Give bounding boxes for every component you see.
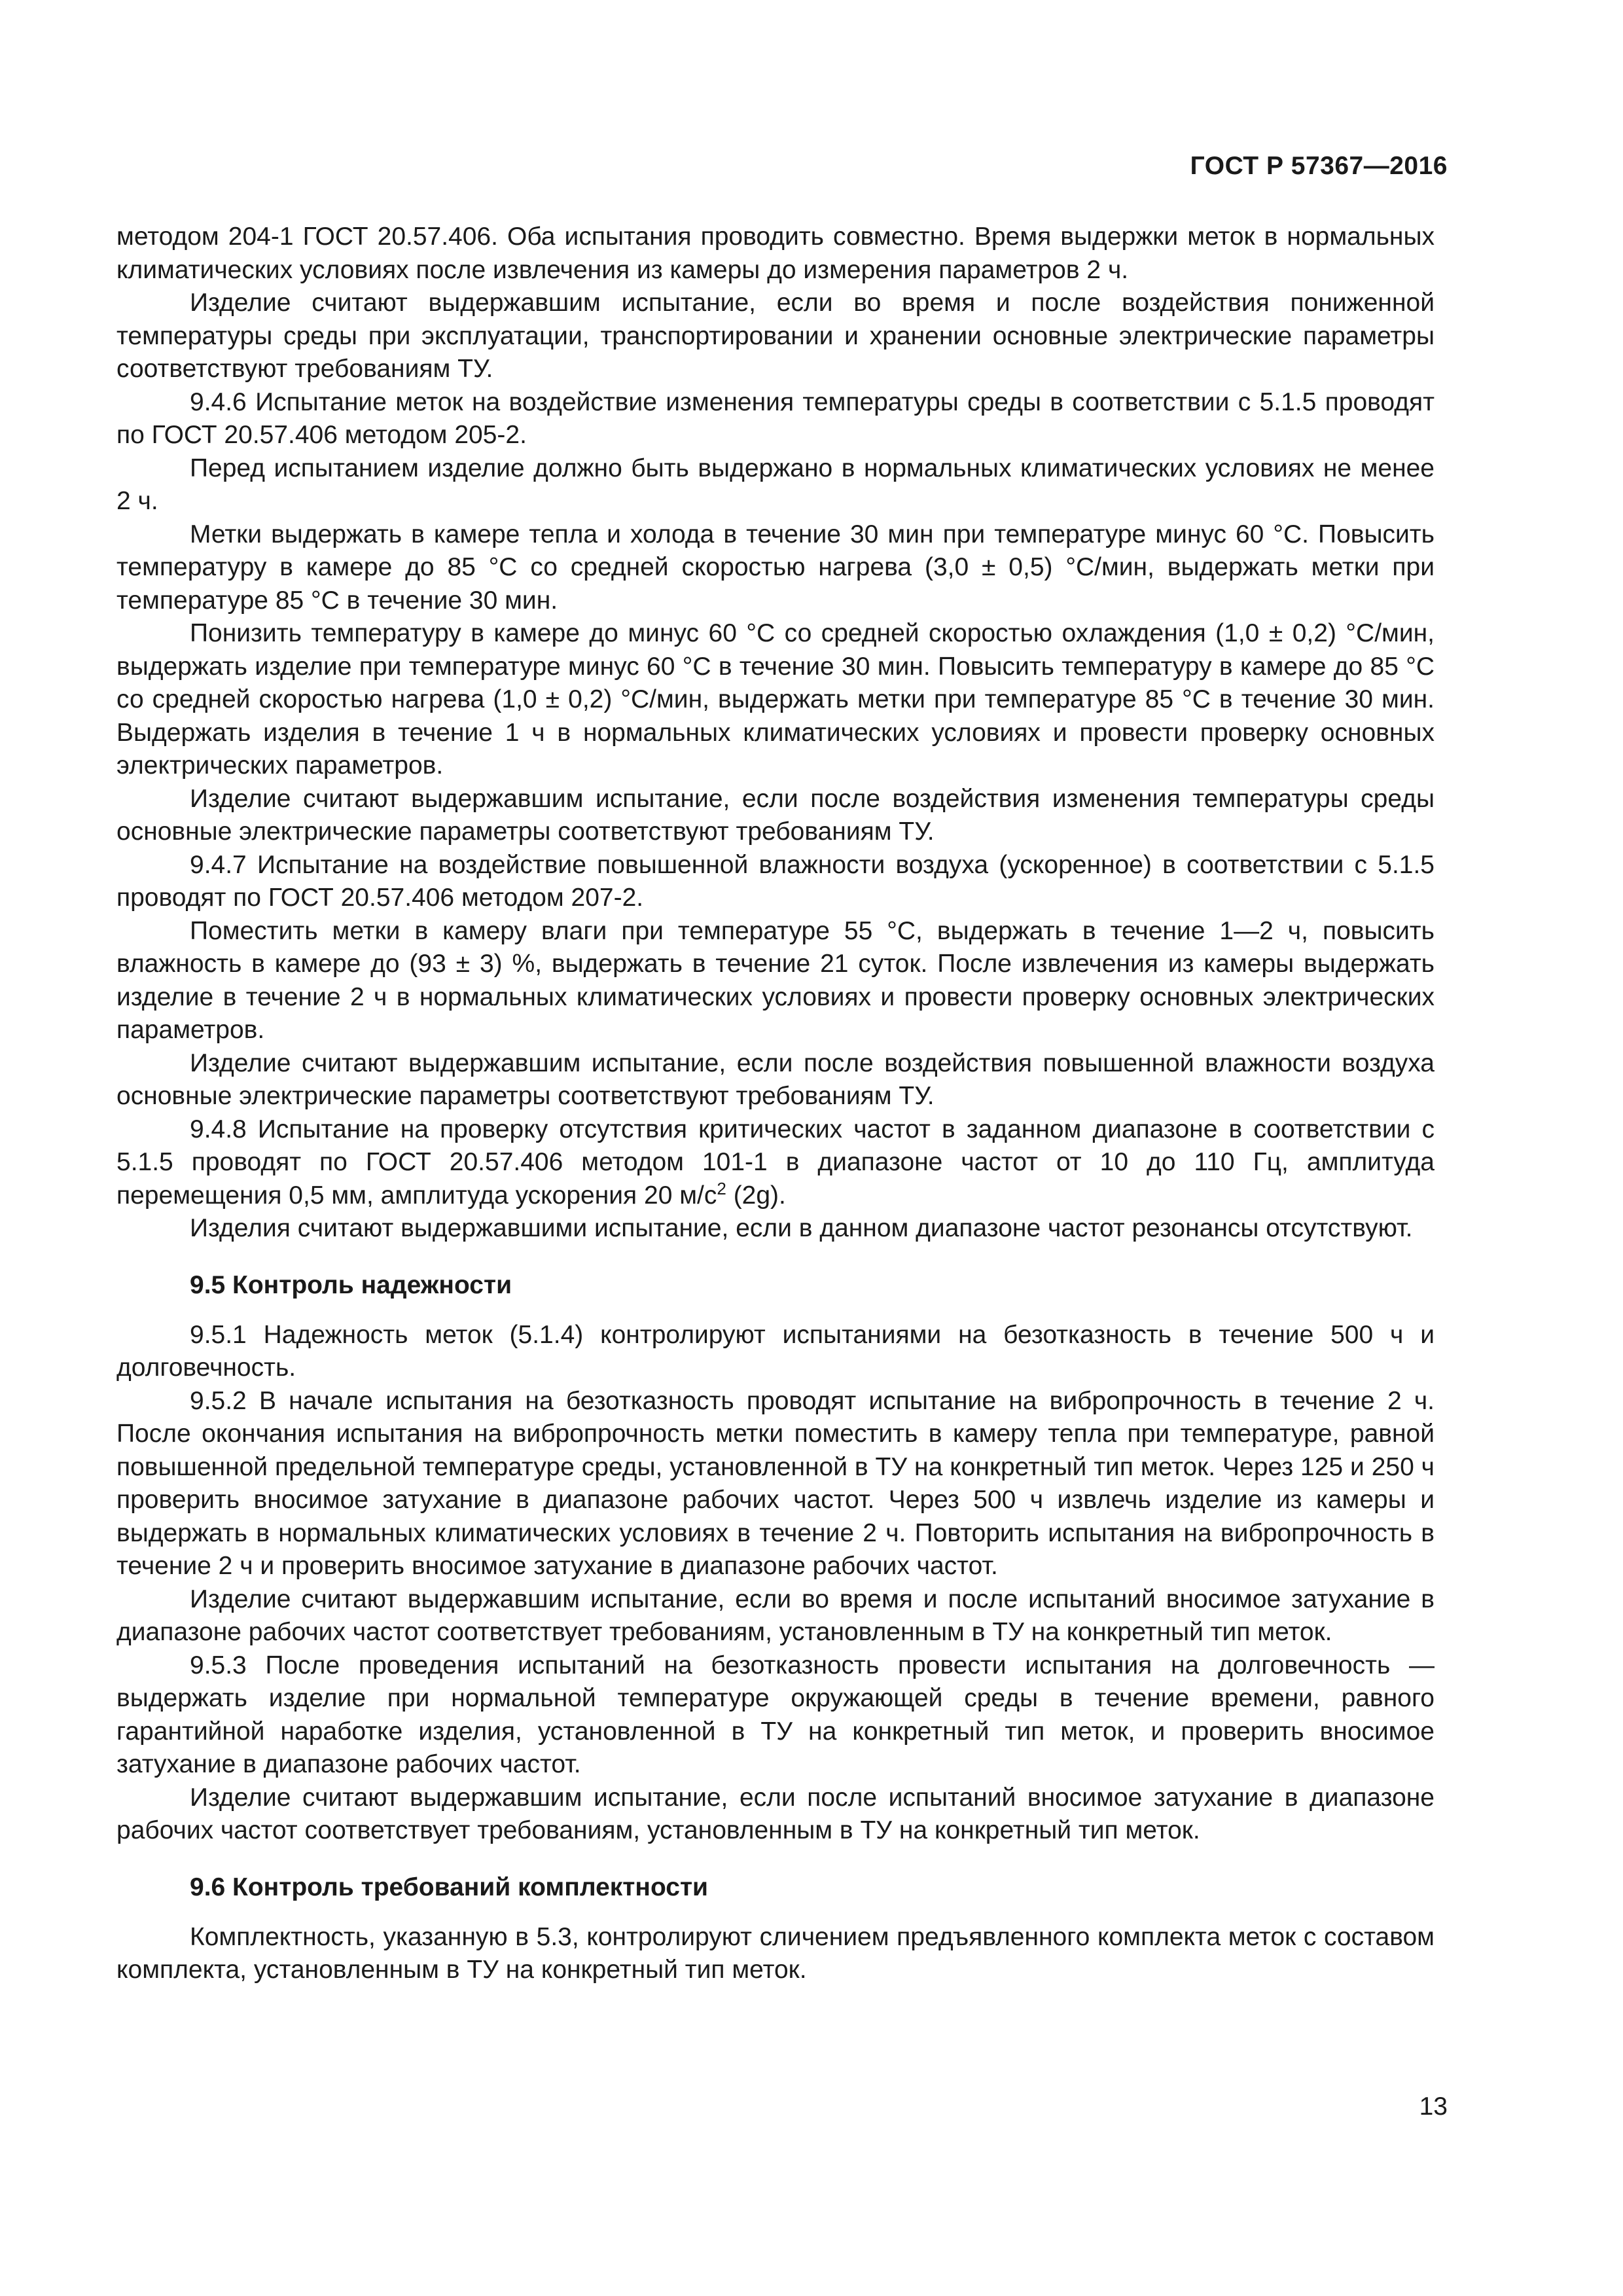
- clause-9-4-6: 9.4.6 Испытание меток на воздействие изменения температуры среды в соответствии с 5.1.5 проводят по ГОСТ 20.57.406 методом 205-2.: [116, 387, 1435, 449]
- document-code-header: ГОСТ Р 57367—2016: [1190, 152, 1448, 180]
- paragraph: Изделие считают выдержавшим испытание, если во время и после испытаний вносимое затухание в диапазоне рабочих частот соответствует требованиям, установленным в ТУ на конкретный тип меток.: [116, 1585, 1435, 1646]
- clause-9-4-8: [116, 1113, 1435, 1213]
- paragraph: Изделие считают выдержавшим испытание, если после испытаний вносимое затухание в диапазоне рабочих частот соответствует требованиям, установленным в ТУ на конкретный тип меток.: [116, 1783, 1435, 1844]
- paragraph: Изделие считают выдержавшим испытание, если после воздействия повышенной влажности воздуха основные электрические параметры соответствуют требованиям ТУ.: [116, 1049, 1435, 1110]
- paragraph: Метки выдержать в камере тепла и холода в течение 30 мин при температуре минус 60 °С. Повысить температуру в камере до 85 °С со средней скоростью нагрева (3,0 ± 0,5) °С/мин, выдержать метки при температуре 85 °С в течение 30 мин.: [116, 520, 1435, 615]
- paragraph: Понизить температуру в камере до минус 60 °С со средней скоростью охлаждения (1,0 ± 0,2) °С/мин, выдержать изделие при температуре минус 60 °С в течение 30 мин. Повысить температуру в камере до 85 °С со средней скоростью нагрева (1,0 ± 0,2) °С/мин, выдержать метки при температуре 85 °С в течение 30 мин. Выдержать изделия в течение 1 ч в нормальных климатических условиях и провести проверку основных электрических параметров.: [116, 619, 1435, 780]
- superscript: 2: [717, 1178, 726, 1198]
- paragraph: Изделие считают выдержавшим испытание, если во время и после воздействия пониженной температуры среды при эксплуатации, транспортировании и хранении основные электрические параметры соответствуют требованиям ТУ.: [116, 289, 1435, 383]
- clause-9-5-1: 9.5.1 Надежность меток (5.1.4) контролируют испытаниями на безотказность в течение 500 ч и долговечность.: [116, 1320, 1435, 1382]
- paragraph: Изделие считают выдержавшим испытание, если после воздействия изменения температуры среды основные электрические параметры соответствуют требованиям ТУ.: [116, 784, 1435, 846]
- paragraph: методом 204-1 ГОСТ 20.57.406. Оба испытания проводить совместно. Время выдержки меток в нормальных климатических условиях после извлечения из камеры до измерения параметров 2 ч.: [116, 223, 1435, 284]
- clause-text: 9.4.8 Испытание на проверку отсутствия критических частот в заданном диапазоне в соответствии с 5.1.5 проводят по ГОСТ 20.57.406 методом 101-1 в диапазоне частот от 10 до 110 Гц, амплитуда перемещения 0,5 мм, амплитуда ускорения 20 м/с: [116, 1115, 1435, 1210]
- clause-9-4-7: 9.4.7 Испытание на воздействие повышенной влажности воздуха (ускоренное) в соответствии с 5.1.5 проводят по ГОСТ 20.57.406 методом 207-2.: [116, 850, 1435, 912]
- clause-text-end: (2g).: [726, 1181, 786, 1210]
- clause-9-5-2: 9.5.2 В начале испытания на безотказность проводят испытание на вибропрочность в течение 2 ч. После окончания испытания на вибропрочность метки поместить в камеру тепла при температуре, равной повышенной предельной температуре среды, установленной в ТУ на конкретный тип меток. Через 125 и 250 ч проверить вносимое затухание в диапазоне рабочих частот. Через 500 ч извлечь изделие из камеры и выдержать в нормальных климатических условиях в течение 2 ч. Повторить испытания на вибропрочность в течение 2 ч и проверить вносимое затухание в диапазоне рабочих частот.: [116, 1386, 1435, 1580]
- document-body: [116, 221, 1435, 1987]
- paragraph: Перед испытанием изделие должно быть выдержано в нормальных климатических условиях не менее 2 ч.: [116, 454, 1435, 515]
- section-heading-9-5: 9.5 Контроль надежности: [190, 1270, 512, 1299]
- paragraph: Поместить метки в камеру влаги при температуре 55 °С, выдержать в течение 1—2 ч, повысить влажность в камере до (93 ± 3) %, выдержать в течение 21 суток. После извлечения из камеры выдержать изделие в течение 2 ч в нормальных климатических условиях и провести проверку основных электрических параметров.: [116, 916, 1435, 1044]
- paragraph: Комплектность, указанную в 5.3, контролируют сличением предъявленного комплекта меток с составом комплекта, установленным в ТУ на конкретный тип меток.: [116, 1922, 1435, 1984]
- section-heading-9-6: 9.6 Контроль требований комплектности: [190, 1873, 709, 1901]
- clause-9-5-3: 9.5.3 После проведения испытаний на безотказность провести испытания на долговечность — выдержать изделие при нормальной температуре окружающей среды в течение времени, равного гарантийной наработке изделия, установленной в ТУ на конкретный тип меток, и проверить вносимое затухание в диапазоне рабочих частот.: [116, 1651, 1435, 1778]
- page-number: 13: [1419, 2092, 1448, 2121]
- paragraph: Изделия считают выдержавшими испытание, если в данном диапазоне частот резонансы отсутствуют.: [190, 1214, 1413, 1242]
